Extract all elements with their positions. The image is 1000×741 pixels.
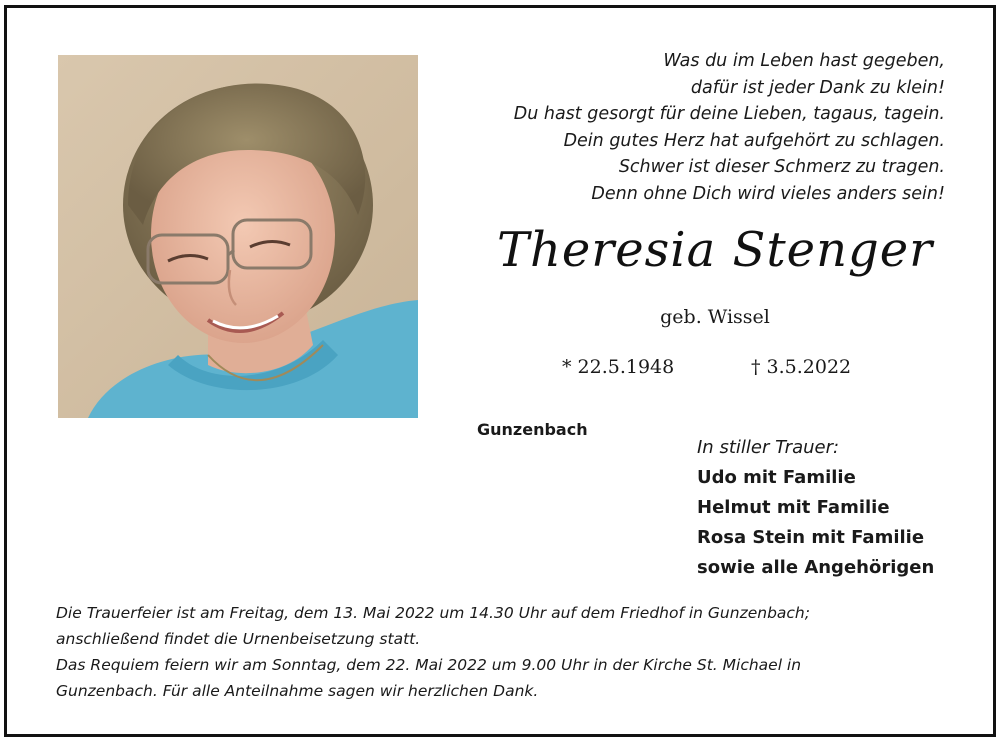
portrait-illustration xyxy=(58,55,418,418)
birth-date: * 22.5.1948 xyxy=(562,356,675,378)
mourners-intro: In stiller Trauer: xyxy=(697,437,840,458)
maiden-name: geb. Wissel xyxy=(660,306,770,328)
poem-line: Was du im Leben hast gegeben, xyxy=(663,51,945,71)
deceased-name: Theresia Stenger xyxy=(496,222,934,278)
mourner-item: Rosa Stein mit Familie xyxy=(697,527,925,548)
mourners-list xyxy=(697,433,934,583)
notice-line: Das Requiem feiern wir am Sonntag, dem 22. Mai 2022 um 9.00 Uhr in der Kirche St. Michael in xyxy=(56,656,802,674)
poem-line: dafür ist jeder Dank zu klein! xyxy=(690,77,945,98)
portrait-photo xyxy=(58,55,418,418)
poem-line: Schwer ist dieser Schmerz zu tragen. xyxy=(618,157,945,177)
mourner-item: Udo mit Familie xyxy=(697,467,856,488)
funeral-notice xyxy=(56,600,956,704)
mourner-item: Helmut mit Familie xyxy=(697,497,890,518)
mourner-item: sowie alle Angehörigen xyxy=(697,557,935,578)
poem-line: Dein gutes Herz hat aufgehört zu schlagen. xyxy=(563,130,945,151)
notice-line: Gunzenbach. Für alle Anteilnahme sagen wir herzlichen Dank. xyxy=(56,682,539,700)
death-date: † 3.5.2022 xyxy=(751,356,852,378)
place-of-residence: Gunzenbach xyxy=(477,420,588,439)
notice-line: Die Trauerfeier ist am Freitag, dem 13. Mai 2022 um 14.30 Uhr auf dem Friedhof in Gunzenbach; xyxy=(56,604,810,622)
poem xyxy=(385,48,945,207)
notice-line: anschließend findet die Urnenbeisetzung statt. xyxy=(56,630,421,648)
poem-line: Du hast gesorgt für deine Lieben, tagaus, tagein. xyxy=(513,104,945,124)
poem-line: Denn ohne Dich wird vieles anders sein! xyxy=(591,183,945,204)
